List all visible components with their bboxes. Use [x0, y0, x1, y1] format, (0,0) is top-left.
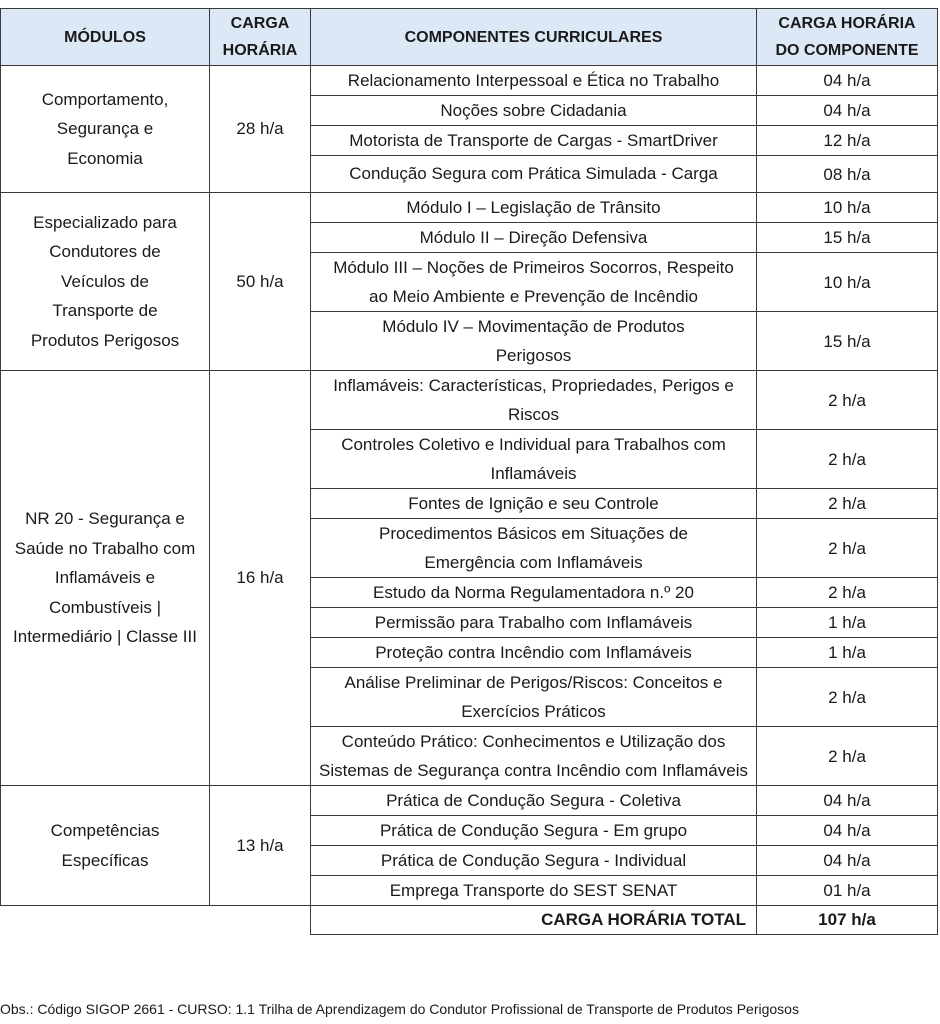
- component-hours: 2 h/a: [757, 430, 938, 489]
- component-hours: 04 h/a: [757, 846, 938, 876]
- component-hours: 01 h/a: [757, 876, 938, 906]
- module-name: Competências Específicas: [1, 786, 210, 906]
- component-hours: 04 h/a: [757, 66, 938, 96]
- component-hours: 15 h/a: [757, 312, 938, 371]
- component-name: Emprega Transporte do SEST SENAT: [311, 876, 757, 906]
- header-modulos: MÓDULOS: [1, 9, 210, 66]
- component-name: Proteção contra Incêndio com Inflamáveis: [311, 638, 757, 668]
- component-hours: 2 h/a: [757, 519, 938, 578]
- curriculum-table: [0, 8, 938, 935]
- table-row: [1, 371, 938, 430]
- header-carga-componente: [757, 9, 938, 66]
- module-group: [1, 786, 938, 906]
- header-componentes: COMPONENTES CURRICULARES: [311, 9, 757, 66]
- component-hours: 12 h/a: [757, 126, 938, 156]
- component-name: Estudo da Norma Regulamentadora n.º 20: [311, 578, 757, 608]
- module-hours: 28 h/a: [210, 66, 311, 193]
- module-group: [1, 66, 938, 193]
- module-hours: 13 h/a: [210, 786, 311, 906]
- component-name: Noções sobre Cidadania: [311, 96, 757, 126]
- total-value: 107 h/a: [757, 906, 938, 935]
- header-carga-comp-line1: CARGA HORÁRIA: [778, 15, 916, 32]
- table-row: [1, 193, 938, 223]
- component-hours: 04 h/a: [757, 786, 938, 816]
- module-group: [1, 193, 938, 371]
- component-name: Prática de Condução Segura - Em grupo: [311, 816, 757, 846]
- component-name: Conteúdo Prático: Conhecimentos e Utilização dos Sistemas de Segurança contra Incêndio com Inflamáveis: [311, 727, 757, 786]
- total-blank: [1, 906, 311, 935]
- component-name: Motorista de Transporte de Cargas - SmartDriver: [311, 126, 757, 156]
- module-name: Comportamento, Segurança e Economia: [1, 66, 210, 193]
- component-name: Análise Preliminar de Perigos/Riscos: Conceitos e Exercícios Práticos: [311, 668, 757, 727]
- table-row: [1, 786, 938, 816]
- header-carga-line2: HORÁRIA: [222, 42, 298, 59]
- component-name: Prática de Condução Segura - Individual: [311, 846, 757, 876]
- component-name: Módulo II – Direção Defensiva: [311, 223, 757, 253]
- component-name: Relacionamento Interpessoal e Ética no Trabalho: [311, 66, 757, 96]
- component-hours: 04 h/a: [757, 96, 938, 126]
- module-name: Especializado para Condutores de Veículos de Transporte de Produtos Perigosos: [1, 193, 210, 371]
- table-footer: [1, 906, 938, 935]
- component-name: Controles Coletivo e Individual para Trabalhos com Inflamáveis: [311, 430, 757, 489]
- module-name: NR 20 - Segurança e Saúde no Trabalho com Inflamáveis e Combustíveis | Intermediário | Classe III: [1, 371, 210, 786]
- total-label: CARGA HORÁRIA TOTAL: [311, 906, 757, 935]
- component-name: Permissão para Trabalho com Inflamáveis: [311, 608, 757, 638]
- component-hours: 10 h/a: [757, 253, 938, 312]
- component-name: Procedimentos Básicos em Situações de Emergência com Inflamáveis: [311, 519, 757, 578]
- component-hours: 2 h/a: [757, 727, 938, 786]
- component-hours: 04 h/a: [757, 816, 938, 846]
- component-hours: 2 h/a: [757, 668, 938, 727]
- component-hours: 10 h/a: [757, 193, 938, 223]
- component-name: Condução Segura com Prática Simulada - Carga: [311, 156, 757, 193]
- header-carga-horaria: [210, 9, 311, 66]
- component-name: Módulo IV – Movimentação de Produtos Perigosos: [311, 312, 757, 371]
- component-hours: 1 h/a: [757, 638, 938, 668]
- component-hours: 2 h/a: [757, 371, 938, 430]
- component-name: Módulo I – Legislação de Trânsito: [311, 193, 757, 223]
- module-group: [1, 371, 938, 786]
- header-carga-line1: CARGA: [230, 15, 290, 32]
- component-hours: 2 h/a: [757, 489, 938, 519]
- module-hours: 50 h/a: [210, 193, 311, 371]
- module-hours: 16 h/a: [210, 371, 311, 786]
- component-name: Módulo III – Noções de Primeiros Socorros, Respeito ao Meio Ambiente e Prevenção de Incêndio: [311, 253, 757, 312]
- table-row: [1, 66, 938, 96]
- component-hours: 08 h/a: [757, 156, 938, 193]
- component-name: Prática de Condução Segura - Coletiva: [311, 786, 757, 816]
- observation-note: Obs.: Código SIGOP 2661 - CURSO: 1.1 Trilha de Aprendizagem do Condutor Profissional de Transporte de Produtos Perigosos: [0, 1001, 799, 1017]
- component-hours: 15 h/a: [757, 223, 938, 253]
- total-row: [1, 906, 938, 935]
- table-header: [1, 9, 938, 66]
- component-hours: 1 h/a: [757, 608, 938, 638]
- component-name: Inflamáveis: Características, Propriedades, Perigos e Riscos: [311, 371, 757, 430]
- header-carga-comp-line2: DO COMPONENTE: [775, 42, 919, 59]
- component-hours: 2 h/a: [757, 578, 938, 608]
- component-name: Fontes de Ignição e seu Controle: [311, 489, 757, 519]
